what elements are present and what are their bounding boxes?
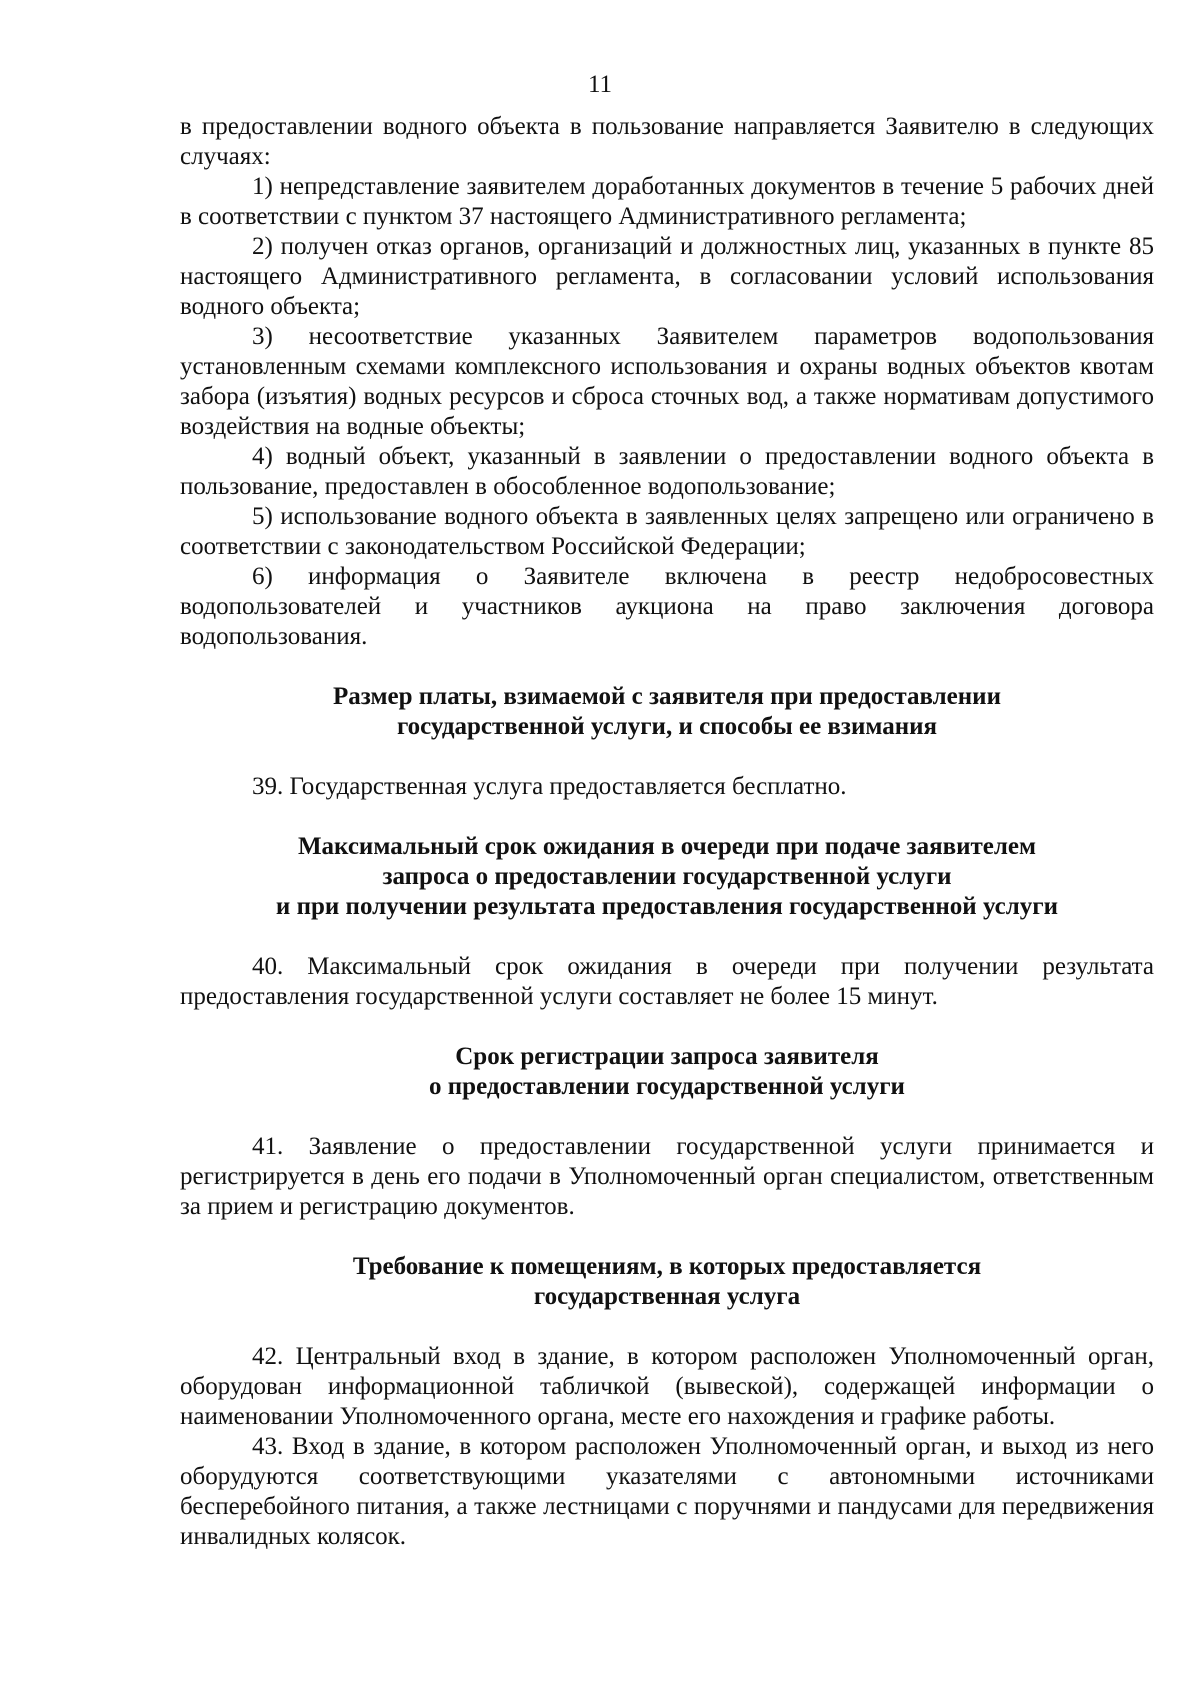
page-number: 11	[587, 71, 613, 98]
heading-line: Размер платы, взимаемой с заявителя при предоставлении	[333, 683, 1001, 710]
heading-line: и при получении результата предоставления государственной услуги	[275, 893, 1059, 920]
list-item-5: 5) использование водного объекта в заявленных целях запрещено или ограничено в соответствии с законодательством Российской Федерации;	[180, 503, 1154, 560]
heading-line: государственной услуги, и способы ее взимания	[396, 713, 938, 740]
heading-line: запроса о предоставлении государственной услуги	[382, 863, 952, 890]
section-heading-registration	[180, 1042, 1154, 1102]
paragraph-39: 39. Государственная услуга предоставляется бесплатно.	[252, 773, 847, 800]
document-body	[180, 112, 1154, 1552]
list-item-3: 3) несоответствие указанных Заявителем параметров водопользования установленным схемами комплексного использования и охраны водных объектов квотам забора (изъятия) водных ресурсов и сброса сточных вод, а также нормативам допустимого воздействия на водные объекты;	[180, 323, 1154, 440]
section-heading-premises	[180, 1252, 1154, 1312]
list-item-6: 6) информация о Заявителе включена в реестр недобросовестных водопользователей и участников аукциона на право заключения договора водопользования.	[180, 563, 1154, 650]
list-item-2: 2) получен отказ органов, организаций и должностных лиц, указанных в пункте 85 настоящего Административного регламента, в согласовании условий использования водного объекта;	[180, 233, 1154, 320]
paragraph-40: 40. Максимальный срок ожидания в очереди при получении результата предоставления государственной услуги составляет не более 15 минут.	[180, 953, 1154, 1010]
heading-line: о предоставлении государственной услуги	[429, 1073, 905, 1100]
list-item-4: 4) водный объект, указанный в заявлении о предоставлении водного объекта в пользование, предоставлен в обособленное водопользование;	[180, 443, 1154, 500]
section-heading-waiting-time	[180, 832, 1154, 922]
paragraph-43: 43. Вход в здание, в котором расположен Уполномоченный орган, и выход из него оборудуются соответствующими указателями с автономными источниками бесперебойного питания, а также лестницами с поручнями и пандусами для передвижения инвалидных колясок.	[180, 1433, 1154, 1550]
section-heading-fee	[180, 682, 1154, 742]
list-item-1: 1) непредставление заявителем доработанных документов в течение 5 рабочих дней в соответствии с пунктом 37 настоящего Административного регламента;	[180, 173, 1154, 230]
heading-line: Требование к помещениям, в которых предоставляется	[352, 1253, 982, 1280]
paragraph-41: 41. Заявление о предоставлении государственной услуги принимается и регистрируется в день его подачи в Уполномоченный орган специалистом, ответственным за прием и регистрацию документов.	[180, 1133, 1154, 1220]
heading-line: государственная услуга	[533, 1283, 801, 1310]
paragraph-continuation: в предоставлении водного объекта в пользование направляется Заявителю в следующих случаях:	[180, 113, 1154, 170]
heading-line: Срок регистрации запроса заявителя	[455, 1043, 879, 1070]
heading-line: Максимальный срок ожидания в очереди при подаче заявителем	[297, 833, 1037, 860]
paragraph-42: 42. Центральный вход в здание, в котором расположен Уполномоченный орган, оборудован информационной табличкой (вывеской), содержащей информации о наименовании Уполномоченного органа, месте его нахождения и графике работы.	[180, 1343, 1154, 1430]
